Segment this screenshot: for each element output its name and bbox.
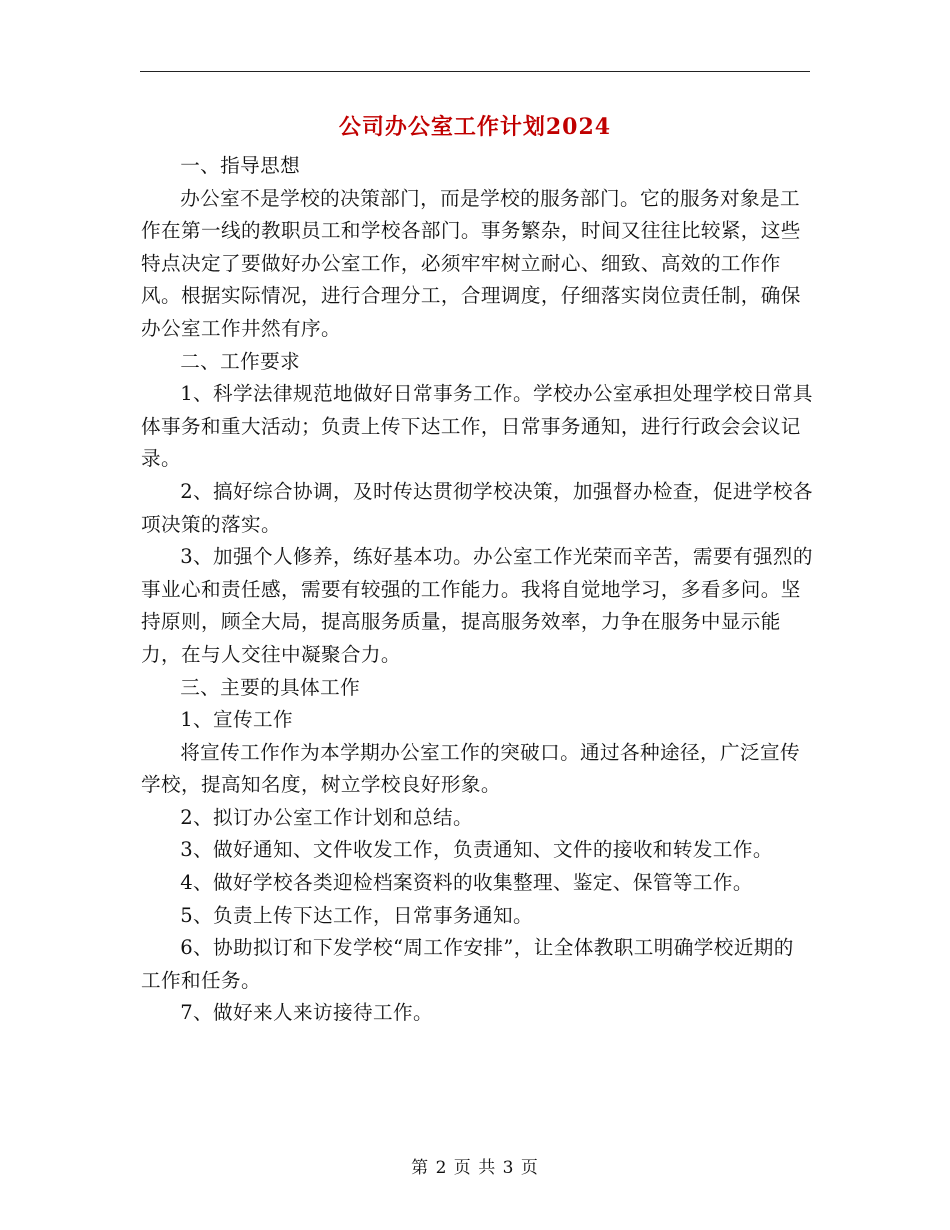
section-heading-main-tasks: 三、主要的具体工作 [180,675,361,699]
paragraph-publicity: 将宣传工作作为本学期办公室工作的突破口。通过各种途径，广泛宣传学校，提高知名度，树立学校良好形象。 [141,740,800,797]
page-number-footer: 第 2 页 共 3 页 [411,1158,539,1178]
task-item-4: 4、做好学校各类迎检档案资料的收集整理、鉴定、保管等工作。 [180,871,753,895]
task-item-7: 7、做好来人来访接待工作。 [180,1001,433,1025]
paragraph-requirement-2: 2、搞好综合协调，及时传达贯彻学校决策，加强督办检查，促进学校各项决策的落实。 [141,479,813,536]
task-item-3: 3、做好通知、文件收发工作，负责通知、文件的接收和转发工作。 [180,838,773,862]
paragraph-office-role: 办公室不是学校的决策部门，而是学校的服务部门。它的服务对象是工作在第一线的教职员工和学校各部门。事务繁杂，时间又往往比较紧，这些特点决定了要做好办公室工作，必须牢牢树立耐心、细致、高效的工作作风。根据实际情况，进行合理分工，合理调度，仔细落实岗位责任制，确保办公室工作井然有序。 [141,186,801,340]
header-rule [140,71,810,72]
document-body [141,150,813,1030]
section-heading-guiding-thought: 一、指导思想 [180,154,301,177]
task-item-6: 6、协助拟订和下发学校“周工作安排”，让全体教职工明确学校近期的工作和任务。 [141,936,794,992]
paragraph-requirement-3: 3、加强个人修养，练好基本功。办公室工作光荣而辛苦，需要有强烈的事业心和责任感，需要有较强的工作能力。我将自觉地学习，多看多问。坚持原则，顾全大局，提高服务质量，提高服务效率，力争在服务中显示能力，在与人交往中凝聚合力。 [141,545,813,666]
section-heading-work-requirements: 二、工作要求 [180,349,301,373]
task-item-1-heading: 1、宣传工作 [180,708,294,732]
task-item-5: 5、负责上传下达工作，日常事务通知。 [180,903,533,927]
task-item-2: 2、拟订办公室工作计划和总结。 [180,805,473,829]
document-title: 公司办公室工作计划2024 [338,114,612,140]
paragraph-requirement-1: 1、科学法律规范地做好日常事务工作。学校办公室承担处理学校日常具体事务和重大活动；负责上传下达工作，日常事务通知，进行行政会会议记录。 [141,382,813,471]
